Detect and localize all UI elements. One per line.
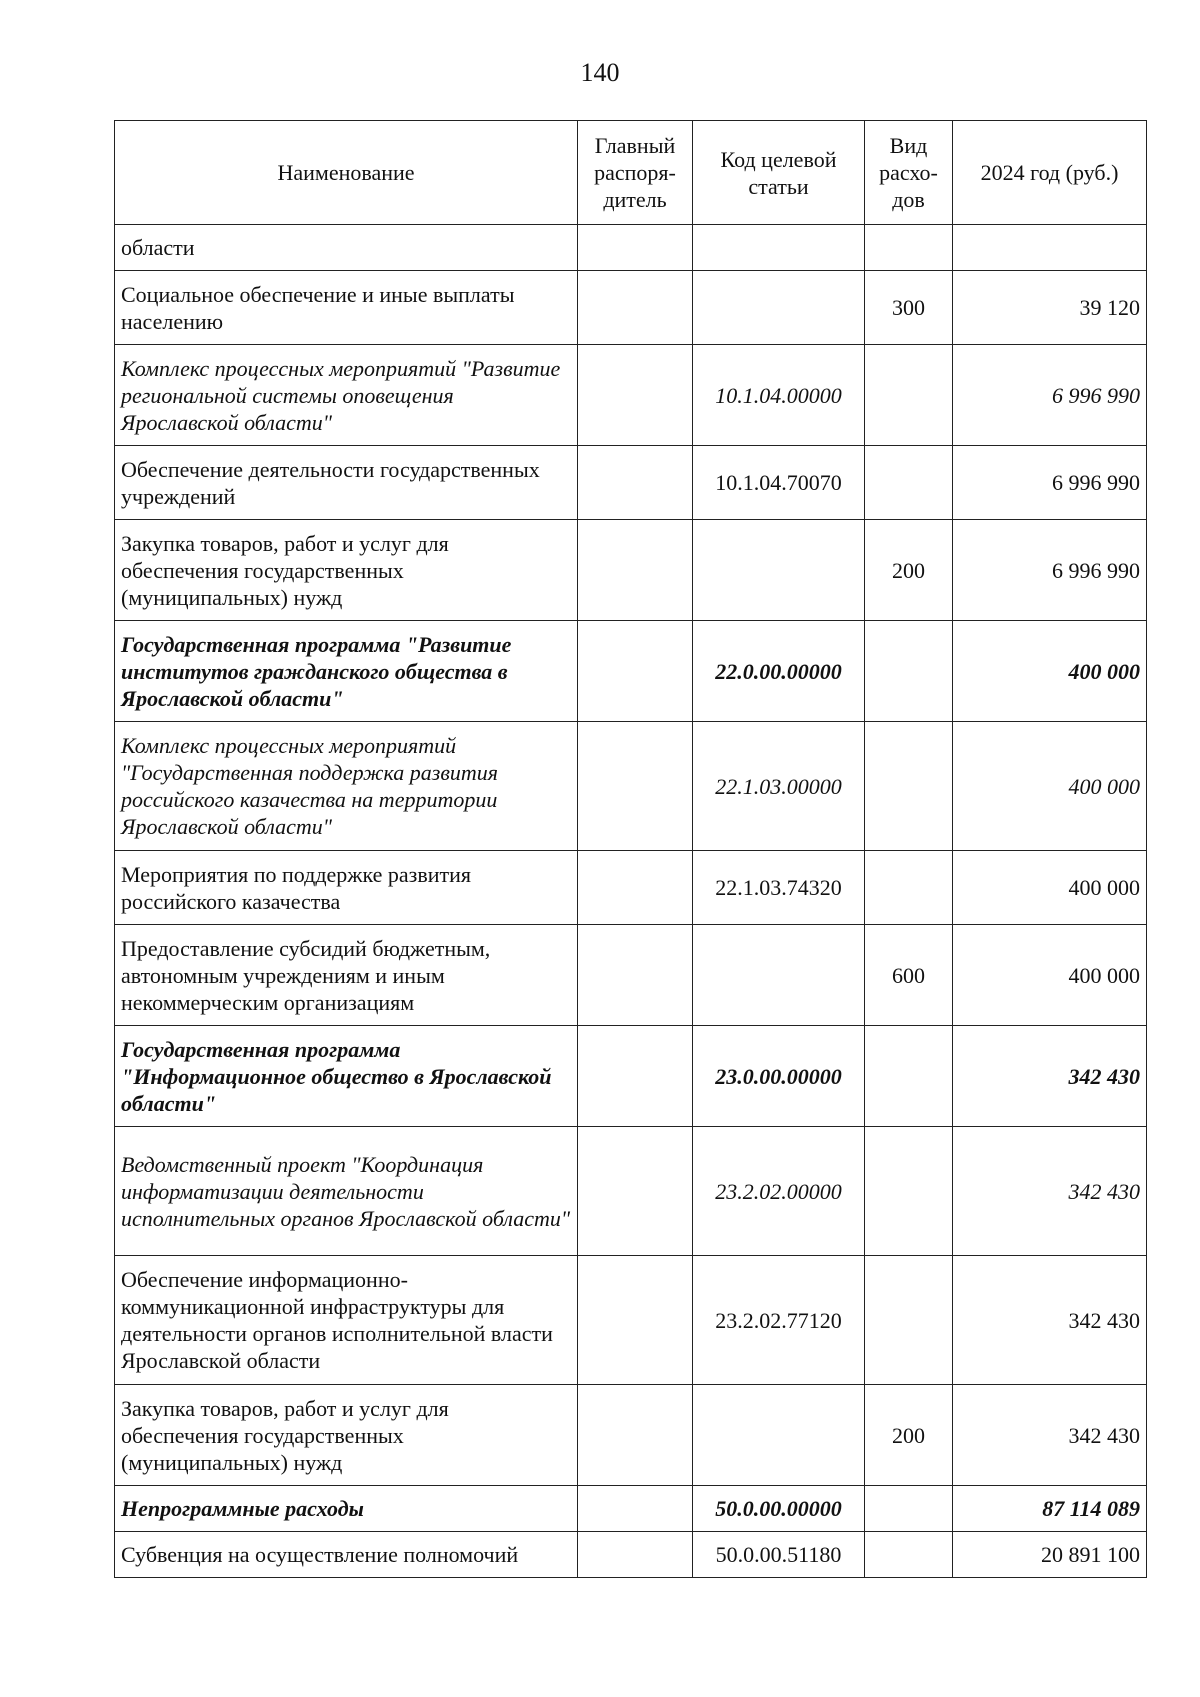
- table-row: [115, 271, 1147, 345]
- table-row: [115, 621, 1147, 722]
- row-code-cell: [693, 520, 865, 621]
- row-manager-cell: [578, 851, 693, 925]
- row-name-cell: Ведомственный проект "Координация информатизации деятельности исполнительных органов Ярославской области": [115, 1127, 578, 1256]
- column-header-name: Наименование: [115, 121, 578, 225]
- row-code-cell: 22.0.00.00000: [693, 621, 865, 722]
- row-name-cell: Субвенция на осуществление полномочий: [115, 1532, 578, 1578]
- row-name-cell: Обеспечение деятельности государственных учреждений: [115, 446, 578, 520]
- row-manager-cell: [578, 520, 693, 621]
- table-row: [115, 1385, 1147, 1486]
- row-amount-cell: 400 000: [953, 925, 1147, 1026]
- row-name-cell: Государственная программа "Информационное общество в Ярославской области": [115, 1026, 578, 1127]
- row-name-cell: Предоставление субсидий бюджетным, автономным учреждениям и иным некоммерческим организациям: [115, 925, 578, 1026]
- row-name-cell: Комплекс процессных мероприятий "Государственная поддержка развития российского казачества на территории Ярославской области": [115, 722, 578, 851]
- row-amount-cell: 342 430: [953, 1026, 1147, 1127]
- row-manager-cell: [578, 1256, 693, 1385]
- row-amount-cell: 6 996 990: [953, 446, 1147, 520]
- row-type-cell: [865, 345, 953, 446]
- table-row: [115, 1127, 1147, 1256]
- row-code-cell: [693, 1385, 865, 1486]
- table-row: [115, 1532, 1147, 1578]
- row-manager-cell: [578, 271, 693, 345]
- row-amount-cell: 342 430: [953, 1127, 1147, 1256]
- row-amount-cell: 6 996 990: [953, 520, 1147, 621]
- row-code-cell: 22.1.03.74320: [693, 851, 865, 925]
- row-manager-cell: [578, 1127, 693, 1256]
- row-code-cell: 22.1.03.00000: [693, 722, 865, 851]
- row-type-cell: [865, 1486, 953, 1532]
- row-amount-cell: 20 891 100: [953, 1532, 1147, 1578]
- row-name-cell: Закупка товаров, работ и услуг для обеспечения государственных (муниципальных) нужд: [115, 1385, 578, 1486]
- row-code-cell: 50.0.00.51180: [693, 1532, 865, 1578]
- row-amount-cell: 87 114 089: [953, 1486, 1147, 1532]
- row-name-cell: Социальное обеспечение и иные выплаты населению: [115, 271, 578, 345]
- row-name-cell: области: [115, 225, 578, 271]
- row-code-cell: 23.2.02.00000: [693, 1127, 865, 1256]
- row-manager-cell: [578, 722, 693, 851]
- row-code-cell: [693, 925, 865, 1026]
- table-row: [115, 446, 1147, 520]
- table-row: [115, 851, 1147, 925]
- row-code-cell: 10.1.04.70070: [693, 446, 865, 520]
- row-code-cell: 10.1.04.00000: [693, 345, 865, 446]
- row-type-cell: [865, 1256, 953, 1385]
- row-manager-cell: [578, 446, 693, 520]
- row-type-cell: 300: [865, 271, 953, 345]
- budget-table: [114, 120, 1147, 1578]
- table-row: [115, 1486, 1147, 1532]
- row-manager-cell: [578, 225, 693, 271]
- row-type-cell: [865, 446, 953, 520]
- row-amount-cell: 39 120: [953, 271, 1147, 345]
- row-amount-cell: 400 000: [953, 722, 1147, 851]
- row-type-cell: [865, 722, 953, 851]
- row-code-cell: 23.0.00.00000: [693, 1026, 865, 1127]
- table-header-row: [115, 121, 1147, 225]
- row-type-cell: [865, 851, 953, 925]
- row-amount-cell: [953, 225, 1147, 271]
- table-row: [115, 225, 1147, 271]
- column-header-code: Код целевой статьи: [693, 121, 865, 225]
- row-code-cell: [693, 225, 865, 271]
- row-amount-cell: 342 430: [953, 1256, 1147, 1385]
- row-code-cell: 50.0.00.00000: [693, 1486, 865, 1532]
- table-row: [115, 1026, 1147, 1127]
- row-manager-cell: [578, 345, 693, 446]
- row-amount-cell: 6 996 990: [953, 345, 1147, 446]
- row-name-cell: Непрограммные расходы: [115, 1486, 578, 1532]
- table-row: [115, 520, 1147, 621]
- row-name-cell: Государственная программа "Развитие институтов гражданского общества в Ярославской области": [115, 621, 578, 722]
- column-header-amount: 2024 год (руб.): [953, 121, 1147, 225]
- row-manager-cell: [578, 1486, 693, 1532]
- row-type-cell: [865, 1532, 953, 1578]
- row-type-cell: [865, 225, 953, 271]
- row-manager-cell: [578, 925, 693, 1026]
- page-number: 140: [580, 58, 620, 87]
- row-manager-cell: [578, 1385, 693, 1486]
- row-type-cell: 200: [865, 520, 953, 621]
- column-header-manager: Главный распоря-дитель: [578, 121, 693, 225]
- row-type-cell: 600: [865, 925, 953, 1026]
- row-manager-cell: [578, 1026, 693, 1127]
- row-code-cell: 23.2.02.77120: [693, 1256, 865, 1385]
- table-row: [115, 722, 1147, 851]
- row-amount-cell: 400 000: [953, 851, 1147, 925]
- row-code-cell: [693, 271, 865, 345]
- row-manager-cell: [578, 621, 693, 722]
- table-row: [115, 925, 1147, 1026]
- row-type-cell: [865, 621, 953, 722]
- row-type-cell: 200: [865, 1385, 953, 1486]
- row-amount-cell: 400 000: [953, 621, 1147, 722]
- row-name-cell: Закупка товаров, работ и услуг для обеспечения государственных (муниципальных) нужд: [115, 520, 578, 621]
- row-amount-cell: 342 430: [953, 1385, 1147, 1486]
- row-manager-cell: [578, 1532, 693, 1578]
- row-type-cell: [865, 1026, 953, 1127]
- row-name-cell: Обеспечение информационно-коммуникационной инфраструктуры для деятельности органов исполнительной власти Ярославской области: [115, 1256, 578, 1385]
- row-name-cell: Мероприятия по поддержке развития российского казачества: [115, 851, 578, 925]
- table-row: [115, 1256, 1147, 1385]
- row-type-cell: [865, 1127, 953, 1256]
- table-row: [115, 345, 1147, 446]
- row-name-cell: Комплекс процессных мероприятий "Развитие региональной системы оповещения Ярославской области": [115, 345, 578, 446]
- column-header-type: Вид расхо-дов: [865, 121, 953, 225]
